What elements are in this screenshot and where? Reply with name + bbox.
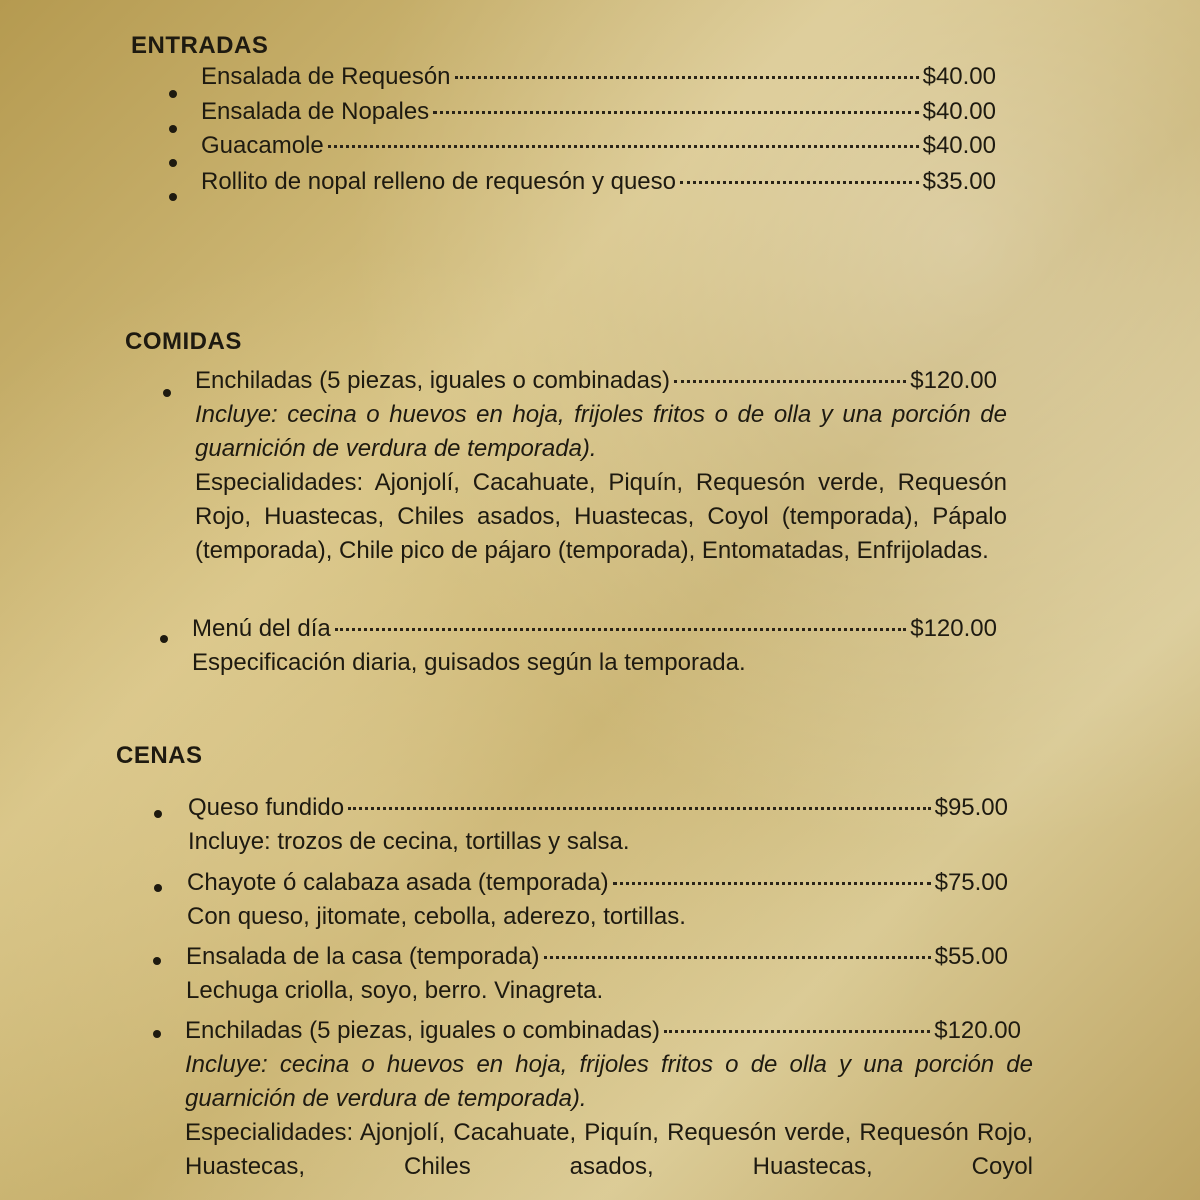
menu-item-cena-3 [186,940,1010,1008]
bullet-icon [169,90,177,98]
leader-dots [680,181,919,184]
item-name: Ensalada de Nopales [201,98,430,125]
leader-dots [455,76,919,79]
item-price: $120.00 [910,367,997,394]
menu-item-cena-1 [188,791,1010,859]
menu-item-cena-4 [185,1014,1033,1184]
menu-item-entrada-3 [201,129,996,163]
item-desc: Con queso, jitomate, cebolla, aderezo, tortillas. [187,903,686,930]
section-title-entradas: ENTRADAS [131,32,269,59]
leader-dots [613,882,931,885]
item-specialties: Especialidades: Ajonjolí, Cacahuate, Piquín, Requesón verde, Requesón Rojo, Huastecas, Chiles asados, Huastecas, Coyol [185,1119,1033,1180]
item-name: Guacamole [201,132,324,159]
item-name: Ensalada de Requesón [201,63,451,90]
leader-dots [664,1030,930,1033]
item-price: $40.00 [922,63,996,90]
item-includes: Incluye: cecina o huevos en hoja, frijoles fritos o de olla y una porción de guarnición de verdura de temporada). [185,1051,1033,1112]
item-price: $35.00 [922,168,996,195]
bullet-icon [163,389,171,397]
menu-item-cena-2 [187,866,1009,934]
bullet-icon [160,635,168,643]
item-desc: Especificación diaria, guisados según la temporada. [192,649,746,676]
bullet-icon [154,884,162,892]
item-name: Enchiladas (5 piezas, iguales o combinadas) [185,1017,660,1044]
bullet-icon [153,1030,161,1038]
bullet-icon [169,193,177,201]
leader-dots [544,956,931,959]
item-price: $120.00 [910,615,997,642]
item-price: $40.00 [922,132,996,159]
menu-item-entrada-1 [201,60,996,94]
bullet-icon [154,810,162,818]
item-price: $75.00 [934,869,1008,896]
item-price: $95.00 [934,794,1008,821]
item-name: Queso fundido [188,794,345,821]
menu-item-entrada-4 [201,165,996,199]
leader-dots [335,628,906,631]
item-name: Chayote ó calabaza asada (temporada) [187,869,609,896]
item-price: $40.00 [922,98,996,125]
item-name: Enchiladas (5 piezas, iguales o combinadas) [195,367,670,394]
section-title-cenas: CENAS [116,742,203,769]
leader-dots [674,380,906,383]
bullet-icon [153,957,161,965]
section-title-comidas: COMIDAS [125,328,242,355]
item-includes: Incluye: cecina o huevos en hoja, frijoles fritos o de olla y una porción de guarnición de verdura de temporada). [195,401,1007,462]
item-specialties: Especialidades: Ajonjolí, Cacahuate, Piquín, Requesón verde, Requesón Rojo, Huastecas, Chiles asados, Huastecas, Coyol (temporada), Pápalo (temporada), Chile pico de pájaro (temporada), Entomatadas, Enfrijoladas. [195,469,1007,564]
item-desc: Lechuga criolla, soyo, berro. Vinagreta. [186,977,604,1004]
item-price: $55.00 [934,943,1008,970]
menu-item-comida-1 [195,364,1007,568]
menu-item-entrada-2 [201,95,996,129]
item-price: $120.00 [934,1017,1021,1044]
item-name: Ensalada de la casa (temporada) [186,943,540,970]
item-name: Menú del día [192,615,331,642]
item-name: Rollito de nopal relleno de requesón y queso [201,168,676,195]
leader-dots [348,807,930,810]
bullet-icon [169,159,177,167]
bullet-icon [169,125,177,133]
leader-dots [433,111,918,114]
menu-item-comida-2 [192,612,1002,680]
item-desc: Incluye: trozos de cecina, tortillas y salsa. [188,828,630,855]
leader-dots [328,145,919,148]
